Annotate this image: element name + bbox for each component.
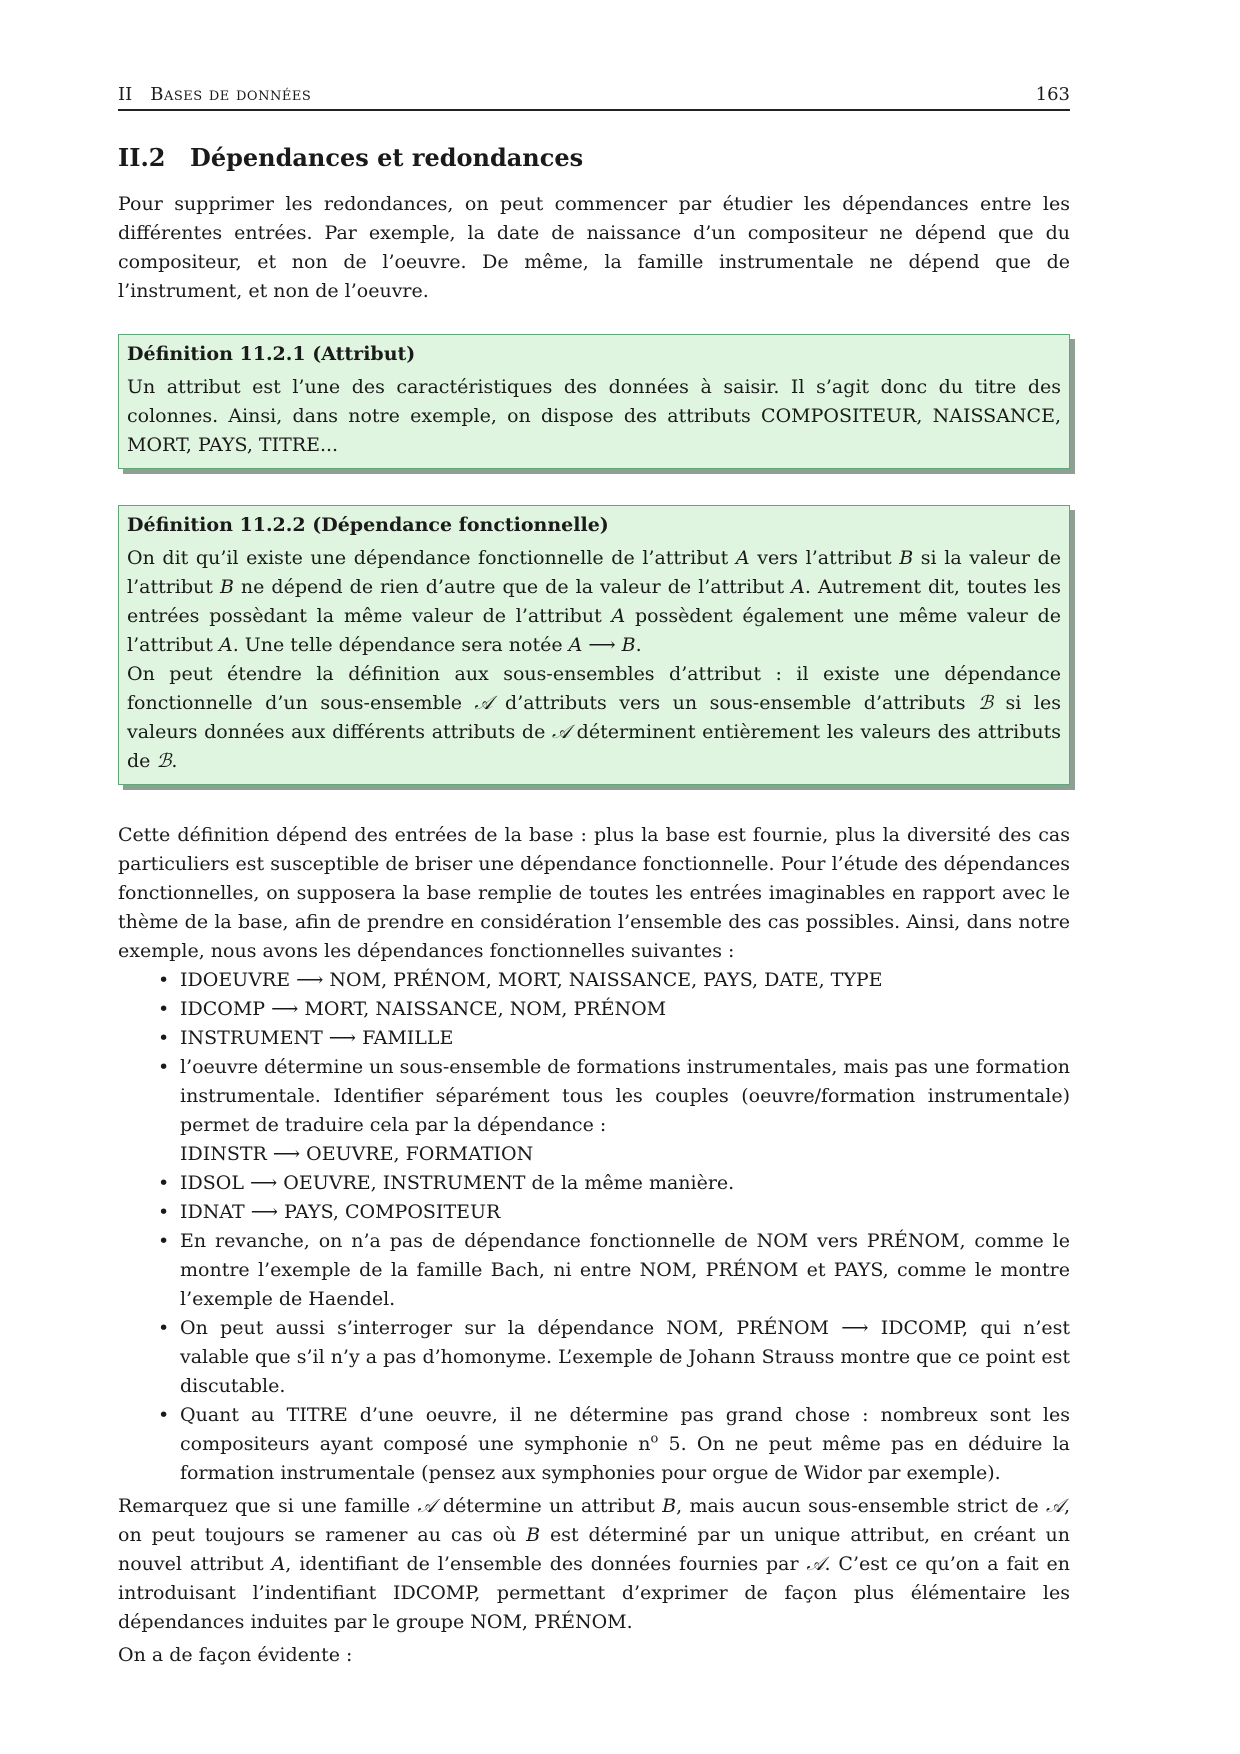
definition-box-attribut [118,334,1070,469]
list-item: • On peut aussi s’interroger sur la dépendance NOM, PRÉNOM ⟶ IDCOMP, qui n’est valable que s’il n’y a pas d’homonyme. L’exemple de Johann Strauss montre que ce point est discutable. [180,1314,1070,1401]
section-heading [118,143,1070,172]
definition-body-paragraph-2: On peut étendre la définition aux sous-ensembles d’attribut : il existe une dépendance fonctionnelle d’un sous-ensemble 𝒜 d’attributs vers un sous-ensemble d’attributs ℬ si les valeurs données aux différents attributs de 𝒜 déterminent entièrement les valeurs des attributs de ℬ. [127,663,1061,772]
page-content [118,84,1070,1670]
chapter-title: Bases de données [150,84,312,105]
body-paragraph: Cette définition dépend des entrées de la base : plus la base est fournie, plus la diversité des cas particuliers est susceptible de briser une dépendance fonctionnelle. Pour l’étude des dépendances fonctionnelles, on supposera la base remplie de toutes les entrées imaginables en rapport avec le thème de la base, afin de prendre en considération l’ensemble des cas possibles. Ainsi, dans notre exemple, nous avons les dépendances fonctionnelles suivantes : [118,824,1070,962]
definition-box-dependance [118,505,1070,785]
dependency-list [118,966,1070,1488]
section-number: II.2 [118,143,166,172]
list-item: • IDOEUVRE ⟶ NOM, PRÉNOM, MORT, NAISSANCE, PAYS, DATE, TYPE [180,966,1070,995]
section-title: Dépendances et redondances [190,143,584,172]
running-header-chapter [118,84,311,105]
list-item: • INSTRUMENT ⟶ FAMILLE [180,1024,1070,1053]
intro-paragraph: Pour supprimer les redondances, on peut commencer par étudier les dépendances entre les différentes entrées. Par exemple, la date de naissance d’un compositeur ne dépend que du compositeur, et non de l’oeuvre. De même, la famille instrumentale ne dépend que de l’instrument, et non de l’oeuvre. [118,193,1070,302]
page-number: 163 [1035,84,1070,105]
body-paragraph: On a de façon évidente : [118,1644,353,1666]
definition-title: Définition 11.2.2 (Dépendance fonctionnelle) [127,514,609,536]
definition-title: Définition 11.2.1 (Attribut) [127,343,416,365]
body-paragraph: Remarquez que si une famille 𝒜 détermine un attribut B, mais aucun sous-ensemble strict de 𝒜, on peut toujours se ramener au cas où B est déterminé par un unique attribut, en créant un nouvel attribut A, identifiant de l’ensemble des données fournies par 𝒜. C’est ce qu’on a fait en introduisant l’indentifiant IDCOMP, permettant d’exprimer de façon plus élémentaire les dépendances induites par le groupe NOM, PRÉNOM. [118,1495,1071,1633]
definition-body-paragraph-1: On dit qu’il existe une dépendance fonctionnelle de l’attribut A vers l’attribut B si la valeur de l’attribut B ne dépend de rien d’autre que de la valeur de l’attribut A. Autrement dit, toutes les entrées possèdant la même valeur de l’attribut A possèdent également une même valeur de l’attribut A. Une telle dépendance sera notée A ⟶ B. [127,547,1062,656]
list-item: • Quant au TITRE d’une oeuvre, il ne détermine pas grand chose : nombreux sont les compositeurs ayant composé une symphonie $n^o$ 5. On ne peut même pas en déduire la formation instrumentale (pensez aux symphonies pour orgue de Widor par exemple). [180,1401,1070,1488]
definition-body: Un attribut est l’une des caractéristiques des données à saisir. Il s’agit donc du titre des colonnes. Ainsi, dans notre exemple, on dispose des attributs COMPOSITEUR, NAISSANCE, MORT, PAYS, TITRE... [127,376,1061,456]
list-item: • En revanche, on n’a pas de dépendance fonctionnelle de NOM vers PRÉNOM, comme le montre l’exemple de la famille Bach, ni entre NOM, PRÉNOM et PAYS, comme le montre l’exemple de Haendel. [180,1227,1070,1314]
list-item: • IDSOL ⟶ OEUVRE, INSTRUMENT de la même manière. [180,1169,1070,1198]
chapter-number: II [118,84,133,105]
list-item: • IDCOMP ⟶ MORT, NAISSANCE, NOM, PRÉNOM [180,995,1070,1024]
list-item: • IDNAT ⟶ PAYS, COMPOSITEUR [180,1198,1070,1227]
running-header [118,84,1070,111]
list-item: • l’oeuvre détermine un sous-ensemble de formations instrumentales, mais pas une formation instrumentale. Identifier séparément tous les couples (oeuvre/formation instrumentale) permet de traduire cela par la dépendance : IDINSTR ⟶ OEUVRE, FORMATION [180,1053,1070,1169]
